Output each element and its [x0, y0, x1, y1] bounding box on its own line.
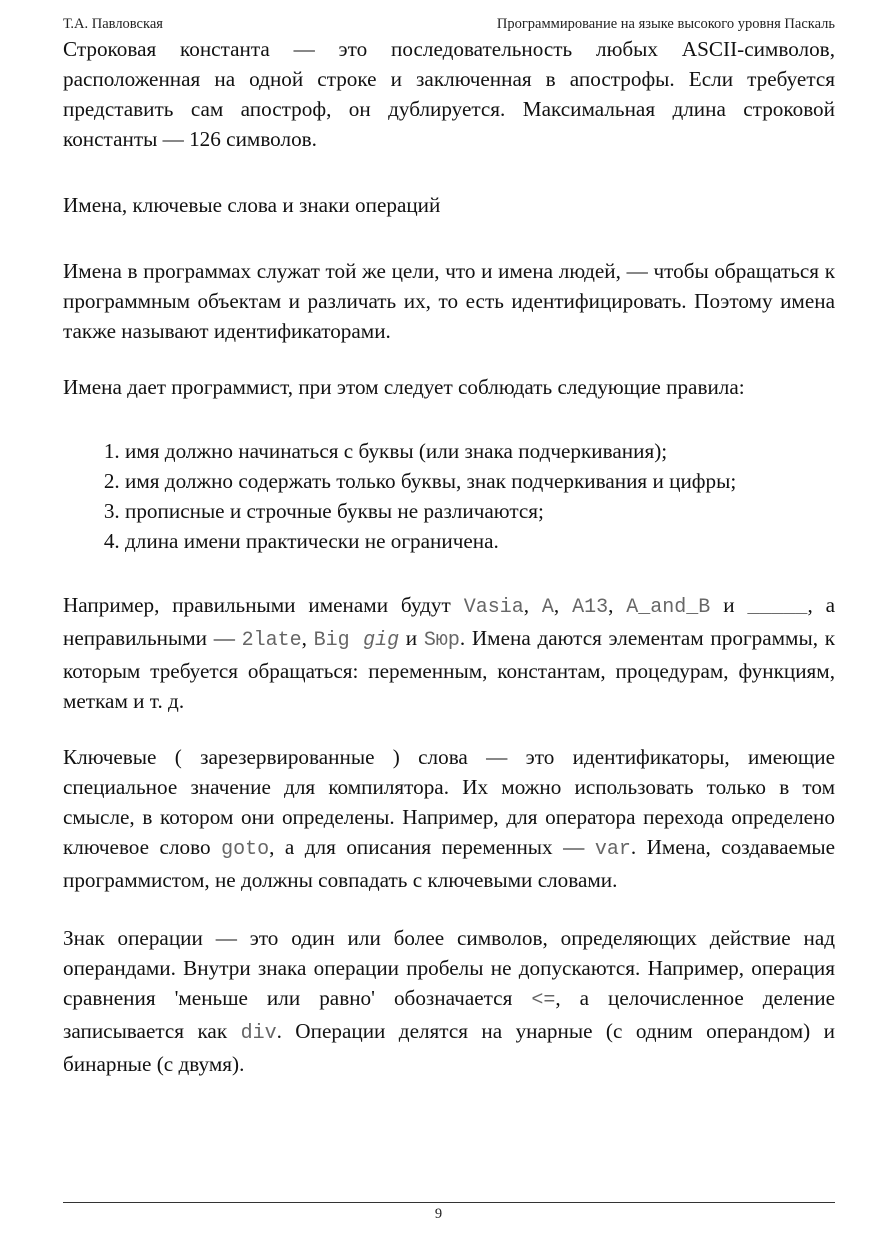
text-run: , а неправильными —	[63, 593, 836, 650]
code-identifier: A	[541, 596, 554, 619]
text-run: и	[399, 626, 424, 650]
code-keyword: goto	[221, 838, 270, 861]
text-run: ,	[553, 593, 573, 617]
paragraph-keywords	[63, 742, 835, 895]
text-run: . Операции делятся на унарные (с одним операндом) и бинарные (с двумя).	[63, 1019, 835, 1076]
naming-rules-list	[63, 436, 835, 556]
header-author: Т.А. Павловская	[63, 16, 163, 32]
paragraph-operators	[63, 923, 835, 1079]
code-identifier: Vasia	[463, 596, 524, 619]
text-run: и	[710, 593, 748, 617]
list-item: 2. имя должно содержать только буквы, знак подчеркивания и цифры;	[125, 466, 835, 496]
text-run: , а целочисленное деление записывается как	[63, 986, 835, 1043]
text-run: Ключевые ( зарезервированные ) слова — это идентификаторы, имеющие специальное значение для компилятора. Их можно использовать только в том смысле, в котором они определены. Например, для оператора перехода определено ключевое слово	[63, 745, 835, 859]
code-identifier: Big	[313, 629, 364, 652]
code-identifier: _____	[747, 596, 808, 619]
code-identifier: gig	[363, 629, 400, 652]
text-run: Знак операции — это один или более символов, определяющих действие над операндами. Внутри знака операции пробелы не допускаются. Например, операция сравнения 'меньше или равно' обозначается	[63, 926, 835, 1010]
code-identifier: 2late	[241, 629, 302, 652]
code-keyword: var	[594, 838, 631, 861]
page-number: 9	[434, 1206, 443, 1222]
text-run: ,	[608, 593, 627, 617]
section-heading: Имена, ключевые слова и знаки операций	[63, 193, 441, 217]
text-run: , а для описания переменных —	[269, 835, 595, 859]
list-item: 3. прописные и строчные буквы не различаются;	[125, 496, 835, 526]
text-run: . Имена даются элементам программы, к которым требуется обращаться: переменным, константам, процедурам, функциям, меткам и т. д.	[63, 626, 836, 713]
running-header	[63, 16, 835, 36]
paragraph-name-examples	[63, 590, 835, 716]
code-identifier: A13	[572, 596, 609, 619]
text-run: Например, правильными именами будут	[63, 593, 464, 617]
page-body	[63, 34, 835, 1079]
paragraph-names-intro: Имена в программах служат той же цели, что и имена людей, — чтобы обращаться к программным объектам и различать их, то есть идентифицировать. Поэтому имена также называют идентификаторами.	[63, 259, 835, 343]
text-run: ,	[523, 593, 542, 617]
paragraph-string-constant: Строковая константа — это последовательность любых ASCII-символов, расположенная на одной строке и заключенная в апострофы. Если требуется представить сам апостроф, он дублируется. Максимальная длина строковой константы — 126 символов.	[63, 37, 835, 151]
code-operator: <=	[531, 989, 556, 1012]
list-item: 4. длина имени практически не ограничена.	[125, 526, 835, 556]
footer-divider	[63, 1202, 835, 1203]
text-run: . Имена, создаваемые программистом, не должны совпадать с ключевыми словами.	[63, 835, 835, 892]
code-operator: div	[240, 1022, 277, 1045]
code-identifier: Sюр	[423, 629, 460, 652]
text-run: ,	[301, 626, 314, 650]
list-item: 1. имя должно начинаться с буквы (или знака подчеркивания);	[125, 436, 835, 466]
header-book-title: Программирование на языке высокого уровня Паскаль	[496, 16, 835, 32]
paragraph-rules-intro: Имена дает программист, при этом следует соблюдать следующие правила:	[63, 375, 745, 399]
code-identifier: A_and_B	[626, 596, 711, 619]
